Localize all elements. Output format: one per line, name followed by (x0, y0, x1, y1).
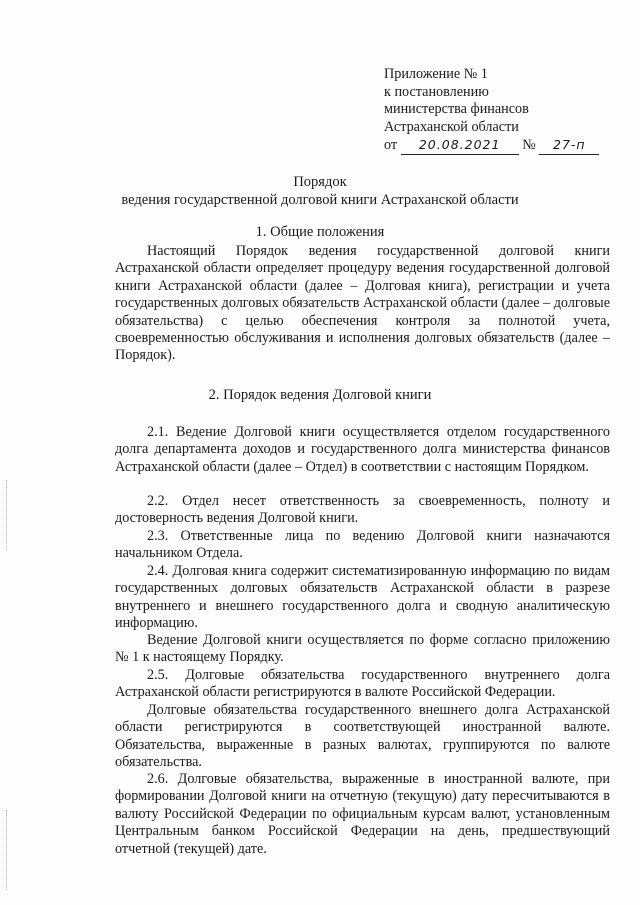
handwritten-date: 20.08.2021 (401, 136, 519, 155)
scan-margin-mark (6, 480, 8, 550)
document-title (0, 173, 640, 209)
paragraph: Долговые обязательства государственного внешнего долга Астраханской области регистрируются в соответствующей иностранной валюте. Обязательства, выраженные в разных валютах, группируются по валюте обязательства. (115, 702, 610, 771)
annex-line: Астраханской области (384, 118, 519, 135)
annex-date-line (384, 136, 599, 155)
paragraph: Настоящий Порядок ведения государственной долговой книги Астраханской области определяет процедуру ведения государственной долговой книги Астраханской области (далее – Долговая книга), регистрации и учета государственных долговых обязательств Астраханской области (далее – долговые обязательства) с целью обеспечения контроля за полнотой учета, своевременностью обслуживания и исполнения долговых обязательств (далее – Порядок). (115, 243, 610, 364)
paragraph: 2.1. Ведение Долговой книги осуществляется отделом государственного долга департамента доходов и государственного долга министерства финансов Астраханской области (далее – Отдел) в соответствии с настоящим Порядком. (115, 424, 610, 475)
annex-line: к постановлению (384, 83, 489, 100)
annex-line: министерства финансов (384, 101, 529, 117)
scan-margin-mark (6, 810, 8, 890)
date-prefix: от (384, 137, 398, 153)
annex-header (384, 66, 599, 155)
section-heading: 1. Общие положения (255, 224, 385, 240)
paragraph: 2.3. Ответственные лица по ведению Долговой книги назначаются начальником Отдела. (115, 528, 610, 562)
paragraph: 2.5. Долговые обязательства государственного внутреннего долга Астраханской области регистрируются в валюте Российской Федерации. (115, 667, 610, 701)
title-line: Порядок (293, 174, 347, 190)
section-heading: 2. Порядок ведения Долговой книги (208, 387, 432, 403)
title-line: ведения государственной долговой книги Астраханской области (121, 192, 519, 208)
paragraph: 2.2. Отдел несет ответственность за своевременность, полноту и достоверность ведения Долговой книги. (115, 493, 610, 527)
annex-line: Приложение № 1 (384, 66, 488, 82)
handwritten-number: 27-п (539, 136, 599, 155)
paragraph: 2.6. Долговые обязательства, выраженные в иностранной валюте, при формировании Долговой книги на отчетную (текущую) дату пересчитываются в валюту Российской Федерации по официальным курсам валют, установленным Центральным банком Российской Федерации на день, предшествующий отчетной (текущей) дате. (115, 771, 610, 857)
paragraph: Ведение Долговой книги осуществляется по форме согласно приложению № 1 к настоящему Порядку. (115, 632, 610, 666)
number-prefix: № (522, 137, 536, 153)
paragraph: 2.4. Долговая книга содержит систематизированную информацию по видам государственных долговых обязательств Астраханской области в разрезе внутреннего и внешнего государственного долга и сводную аналитическую информацию. (115, 563, 610, 632)
